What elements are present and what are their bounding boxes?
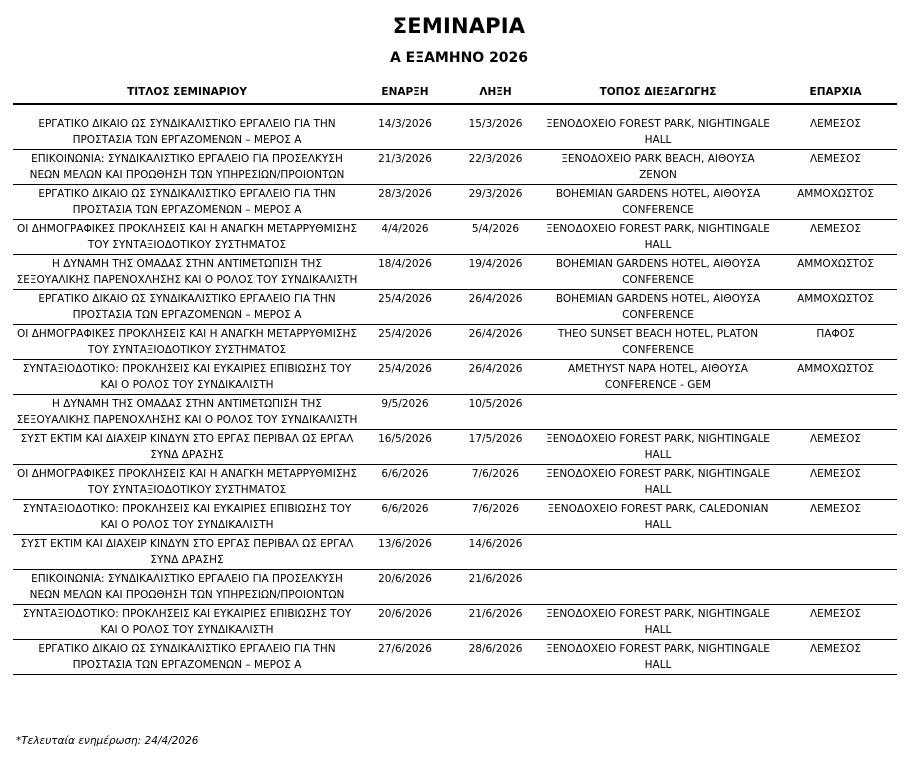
- start-date-cell: 6/6/2026: [361, 465, 449, 500]
- table-row: [13, 500, 897, 535]
- column-header-end: ΛΗΞΗ: [449, 80, 542, 104]
- end-date-cell: 14/6/2026: [449, 535, 542, 570]
- table-row: [13, 640, 897, 675]
- table-row: [13, 220, 897, 255]
- end-date-cell: 21/6/2026: [449, 605, 542, 640]
- end-date-cell: 15/3/2026: [449, 104, 542, 150]
- table-row: [13, 465, 897, 500]
- venue-cell: ΞΕΝΟΔΟΧΕΙΟ FOREST PARK, NIGHTINGALE HALL: [542, 605, 774, 640]
- venue-cell: ΞΕΝΟΔΟΧΕΙΟ FOREST PARK, NIGHTINGALE HALL: [542, 220, 774, 255]
- district-cell: ΑΜΜΟΧΩΣΤΟΣ: [774, 290, 897, 325]
- seminar-title-cell: ΟΙ ΔΗΜΟΓΡΑΦΙΚΕΣ ΠΡΟΚΛΗΣΕΙΣ ΚΑΙ Η ΑΝΑΓΚΗ ΜΕΤΑΡΡΥΘΜΙΣΗΣ ΤΟΥ ΣΥΝΤΑΞΙΟΔΟΤΙΚΟΥ ΣΥΣΤΗΜΑΤΟΣ: [13, 325, 361, 360]
- column-header-venue: ΤΟΠΟΣ ΔΙΕΞΑΓΩΓΗΣ: [542, 80, 774, 104]
- venue-cell: BOHEMIAN GARDENS HOTEL, ΑΙΘΟΥΣΑ CONFERENCE: [542, 185, 774, 220]
- table-row: [13, 430, 897, 465]
- end-date-cell: 5/4/2026: [449, 220, 542, 255]
- district-cell: ΛΕΜΕΣΟΣ: [774, 640, 897, 675]
- start-date-cell: 4/4/2026: [361, 220, 449, 255]
- table-row: [13, 185, 897, 220]
- venue-cell: THEO SUNSET BEACH HOTEL, PLATON CONFERENCE: [542, 325, 774, 360]
- table-row: [13, 395, 897, 430]
- seminar-title-cell: ΕΠΙΚΟΙΝΩΝΙΑ: ΣΥΝΔΙΚΑΛΙΣΤΙΚΟ ΕΡΓΑΛΕΙΟ ΓΙΑ ΠΡΟΣΕΛΚΥΣΗ ΝΕΩΝ ΜΕΛΩΝ ΚΑΙ ΠΡΟΩΘΗΣΗ ΤΩΝ ΥΠΗΡΕΣΙΩΝ/ΠΡΟΙΟΝΤΩΝ: [13, 150, 361, 185]
- start-date-cell: 25/4/2026: [361, 325, 449, 360]
- seminar-title-cell: ΣΥΝΤΑΞΙΟΔΟΤΙΚΟ: ΠΡΟΚΛΗΣΕΙΣ ΚΑΙ ΕΥΚΑΙΡΙΕΣ ΕΠΙΒΙΩΣΗΣ ΤΟΥ ΚΑΙ Ο ΡΟΛΟΣ ΤΟΥ ΣΥΝΔΙΚΑΛΙΣΤΗ: [13, 360, 361, 395]
- table-row: [13, 290, 897, 325]
- venue-cell: BOHEMIAN GARDENS HOTEL, ΑΙΘΟΥΣΑ CONFERENCE: [542, 290, 774, 325]
- district-cell: ΑΜΜΟΧΩΣΤΟΣ: [774, 255, 897, 290]
- page-subtitle: Α ΕΞΑΜΗΝΟ 2026: [389, 50, 529, 66]
- start-date-cell: 14/3/2026: [361, 104, 449, 150]
- district-cell: ΠΑΦΟΣ: [774, 325, 897, 360]
- table-body: [13, 104, 897, 675]
- district-cell: ΛΕΜΕΣΟΣ: [774, 104, 897, 150]
- end-date-cell: 17/5/2026: [449, 430, 542, 465]
- district-cell: ΛΕΜΕΣΟΣ: [774, 430, 897, 465]
- start-date-cell: 20/6/2026: [361, 570, 449, 605]
- column-header-title: ΤΙΤΛΟΣ ΣΕΜΙΝΑΡΙΟΥ: [13, 80, 361, 104]
- district-cell: ΑΜΜΟΧΩΣΤΟΣ: [774, 360, 897, 395]
- start-date-cell: 16/5/2026: [361, 430, 449, 465]
- end-date-cell: 10/5/2026: [449, 395, 542, 430]
- end-date-cell: 7/6/2026: [449, 500, 542, 535]
- district-cell: ΛΕΜΕΣΟΣ: [774, 500, 897, 535]
- table-row: [13, 150, 897, 185]
- seminar-title-cell: ΣΥΝΤΑΞΙΟΔΟΤΙΚΟ: ΠΡΟΚΛΗΣΕΙΣ ΚΑΙ ΕΥΚΑΙΡΙΕΣ ΕΠΙΒΙΩΣΗΣ ΤΟΥ ΚΑΙ Ο ΡΟΛΟΣ ΤΟΥ ΣΥΝΔΙΚΑΛΙΣΤΗ: [13, 500, 361, 535]
- district-cell: [774, 535, 897, 570]
- venue-cell: [542, 570, 774, 605]
- column-header-start: ΕΝΑΡΞΗ: [361, 80, 449, 104]
- seminar-title-cell: ΕΡΓΑΤΙΚΟ ΔΙΚΑΙΟ ΩΣ ΣΥΝΔΙΚΑΛΙΣΤΙΚΟ ΕΡΓΑΛΕΙΟ ΓΙΑ ΤΗΝ ΠΡΟΣΤΑΣΙΑ ΤΩΝ ΕΡΓΑΖΟΜΕΝΩΝ – ΜΕΡΟΣ Α: [13, 640, 361, 675]
- district-cell: ΛΕΜΕΣΟΣ: [774, 150, 897, 185]
- seminar-table: [13, 80, 897, 675]
- venue-cell: AMETHYST NAPA HOTEL, ΑΙΘΟΥΣΑ CONFERENCE - GEM: [542, 360, 774, 395]
- start-date-cell: 27/6/2026: [361, 640, 449, 675]
- column-header-district: ΕΠΑΡΧΙΑ: [774, 80, 897, 104]
- venue-cell: [542, 535, 774, 570]
- end-date-cell: 26/4/2026: [449, 325, 542, 360]
- venue-cell: ΞΕΝΟΔΟΧΕΙΟ PARK BEACH, ΑΙΘΟΥΣΑ ZENON: [542, 150, 774, 185]
- district-cell: ΑΜΜΟΧΩΣΤΟΣ: [774, 185, 897, 220]
- seminar-title-cell: Η ΔΥΝΑΜΗ ΤΗΣ ΟΜΑΔΑΣ ΣΤΗΝ ΑΝΤΙΜΕΤΩΠΙΣΗ ΤΗΣ ΣΕΞΟΥΑΛΙΚΗΣ ΠΑΡΕΝΟΧΛΗΣΗΣ ΚΑΙ Ο ΡΟΛΟΣ ΤΟΥ ΣΥΝΔΙΚΑΛΙΣΤΗ: [13, 395, 361, 430]
- seminar-title-cell: ΣΥΝΤΑΞΙΟΔΟΤΙΚΟ: ΠΡΟΚΛΗΣΕΙΣ ΚΑΙ ΕΥΚΑΙΡΙΕΣ ΕΠΙΒΙΩΣΗΣ ΤΟΥ ΚΑΙ Ο ΡΟΛΟΣ ΤΟΥ ΣΥΝΔΙΚΑΛΙΣΤΗ: [13, 605, 361, 640]
- seminar-title-cell: ΣΥΣΤ ΕΚΤΙΜ ΚΑΙ ΔΙΑΧΕΙΡ ΚΙΝΔΥΝ ΣΤΟ ΕΡΓΑΣ ΠΕΡΙΒΑΛ ΩΣ ΕΡΓΑΛ ΣΥΝΔ ΔΡΑΣΗΣ: [13, 430, 361, 465]
- table-row: [13, 325, 897, 360]
- seminar-title-cell: ΕΡΓΑΤΙΚΟ ΔΙΚΑΙΟ ΩΣ ΣΥΝΔΙΚΑΛΙΣΤΙΚΟ ΕΡΓΑΛΕΙΟ ΓΙΑ ΤΗΝ ΠΡΟΣΤΑΣΙΑ ΤΩΝ ΕΡΓΑΖΟΜΕΝΩΝ – ΜΕΡΟΣ Α: [13, 290, 361, 325]
- venue-cell: ΞΕΝΟΔΟΧΕΙΟ FOREST PARK, NIGHTINGALE HALL: [542, 640, 774, 675]
- venue-cell: ΞΕΝΟΔΟΧΕΙΟ FOREST PARK, NIGHTINGALE HALL: [542, 430, 774, 465]
- start-date-cell: 25/4/2026: [361, 360, 449, 395]
- start-date-cell: 25/4/2026: [361, 290, 449, 325]
- start-date-cell: 20/6/2026: [361, 605, 449, 640]
- table-row: [13, 570, 897, 605]
- seminar-title-cell: ΟΙ ΔΗΜΟΓΡΑΦΙΚΕΣ ΠΡΟΚΛΗΣΕΙΣ ΚΑΙ Η ΑΝΑΓΚΗ ΜΕΤΑΡΡΥΘΜΙΣΗΣ ΤΟΥ ΣΥΝΤΑΞΙΟΔΟΤΙΚΟΥ ΣΥΣΤΗΜΑΤΟΣ: [13, 220, 361, 255]
- end-date-cell: 28/6/2026: [449, 640, 542, 675]
- last-updated-footnote: *Τελευταία ενημέρωση: 24/4/2026: [16, 735, 199, 747]
- seminar-title-cell: ΕΡΓΑΤΙΚΟ ΔΙΚΑΙΟ ΩΣ ΣΥΝΔΙΚΑΛΙΣΤΙΚΟ ΕΡΓΑΛΕΙΟ ΓΙΑ ΤΗΝ ΠΡΟΣΤΑΣΙΑ ΤΩΝ ΕΡΓΑΖΟΜΕΝΩΝ – ΜΕΡΟΣ Α: [13, 104, 361, 150]
- venue-cell: ΞΕΝΟΔΟΧΕΙΟ FOREST PARK, CALEDONIAN HALL: [542, 500, 774, 535]
- start-date-cell: 21/3/2026: [361, 150, 449, 185]
- seminar-title-cell: ΣΥΣΤ ΕΚΤΙΜ ΚΑΙ ΔΙΑΧΕΙΡ ΚΙΝΔΥΝ ΣΤΟ ΕΡΓΑΣ ΠΕΡΙΒΑΛ ΩΣ ΕΡΓΑΛ ΣΥΝΔ ΔΡΑΣΗΣ: [13, 535, 361, 570]
- table-row: [13, 255, 897, 290]
- table-row: [13, 535, 897, 570]
- start-date-cell: 6/6/2026: [361, 500, 449, 535]
- district-cell: ΛΕΜΕΣΟΣ: [774, 605, 897, 640]
- end-date-cell: 26/4/2026: [449, 360, 542, 395]
- end-date-cell: 26/4/2026: [449, 290, 542, 325]
- seminar-title-cell: ΕΠΙΚΟΙΝΩΝΙΑ: ΣΥΝΔΙΚΑΛΙΣΤΙΚΟ ΕΡΓΑΛΕΙΟ ΓΙΑ ΠΡΟΣΕΛΚΥΣΗ ΝΕΩΝ ΜΕΛΩΝ ΚΑΙ ΠΡΟΩΘΗΣΗ ΤΩΝ ΥΠΗΡΕΣΙΩΝ/ΠΡΟΙΟΝΤΩΝ: [13, 570, 361, 605]
- start-date-cell: 18/4/2026: [361, 255, 449, 290]
- table-header: [13, 80, 897, 104]
- end-date-cell: 7/6/2026: [449, 465, 542, 500]
- start-date-cell: 9/5/2026: [361, 395, 449, 430]
- venue-cell: [542, 395, 774, 430]
- district-cell: ΛΕΜΕΣΟΣ: [774, 220, 897, 255]
- header-row: [13, 80, 897, 104]
- venue-cell: BOHEMIAN GARDENS HOTEL, ΑΙΘΟΥΣΑ CONFERENCE: [542, 255, 774, 290]
- table-row: [13, 360, 897, 395]
- district-cell: [774, 395, 897, 430]
- end-date-cell: 19/4/2026: [449, 255, 542, 290]
- end-date-cell: 29/3/2026: [449, 185, 542, 220]
- table-row: [13, 104, 897, 150]
- venue-cell: ΞΕΝΟΔΟΧΕΙΟ FOREST PARK, NIGHTINGALE HALL: [542, 104, 774, 150]
- venue-cell: ΞΕΝΟΔΟΧΕΙΟ FOREST PARK, NIGHTINGALE HALL: [542, 465, 774, 500]
- district-cell: [774, 570, 897, 605]
- seminar-title-cell: ΟΙ ΔΗΜΟΓΡΑΦΙΚΕΣ ΠΡΟΚΛΗΣΕΙΣ ΚΑΙ Η ΑΝΑΓΚΗ ΜΕΤΑΡΡΥΘΜΙΣΗΣ ΤΟΥ ΣΥΝΤΑΞΙΟΔΟΤΙΚΟΥ ΣΥΣΤΗΜΑΤΟΣ: [13, 465, 361, 500]
- end-date-cell: 22/3/2026: [449, 150, 542, 185]
- end-date-cell: 21/6/2026: [449, 570, 542, 605]
- seminar-title-cell: Η ΔΥΝΑΜΗ ΤΗΣ ΟΜΑΔΑΣ ΣΤΗΝ ΑΝΤΙΜΕΤΩΠΙΣΗ ΤΗΣ ΣΕΞΟΥΑΛΙΚΗΣ ΠΑΡΕΝΟΧΛΗΣΗΣ ΚΑΙ Ο ΡΟΛΟΣ ΤΟΥ ΣΥΝΔΙΚΑΛΙΣΤΗ: [13, 255, 361, 290]
- district-cell: ΛΕΜΕΣΟΣ: [774, 465, 897, 500]
- table-row: [13, 605, 897, 640]
- start-date-cell: 13/6/2026: [361, 535, 449, 570]
- seminar-title-cell: ΕΡΓΑΤΙΚΟ ΔΙΚΑΙΟ ΩΣ ΣΥΝΔΙΚΑΛΙΣΤΙΚΟ ΕΡΓΑΛΕΙΟ ΓΙΑ ΤΗΝ ΠΡΟΣΤΑΣΙΑ ΤΩΝ ΕΡΓΑΖΟΜΕΝΩΝ – ΜΕΡΟΣ Α: [13, 185, 361, 220]
- start-date-cell: 28/3/2026: [361, 185, 449, 220]
- page-title: ΣΕΜΙΝΑΡΙΑ: [392, 14, 526, 38]
